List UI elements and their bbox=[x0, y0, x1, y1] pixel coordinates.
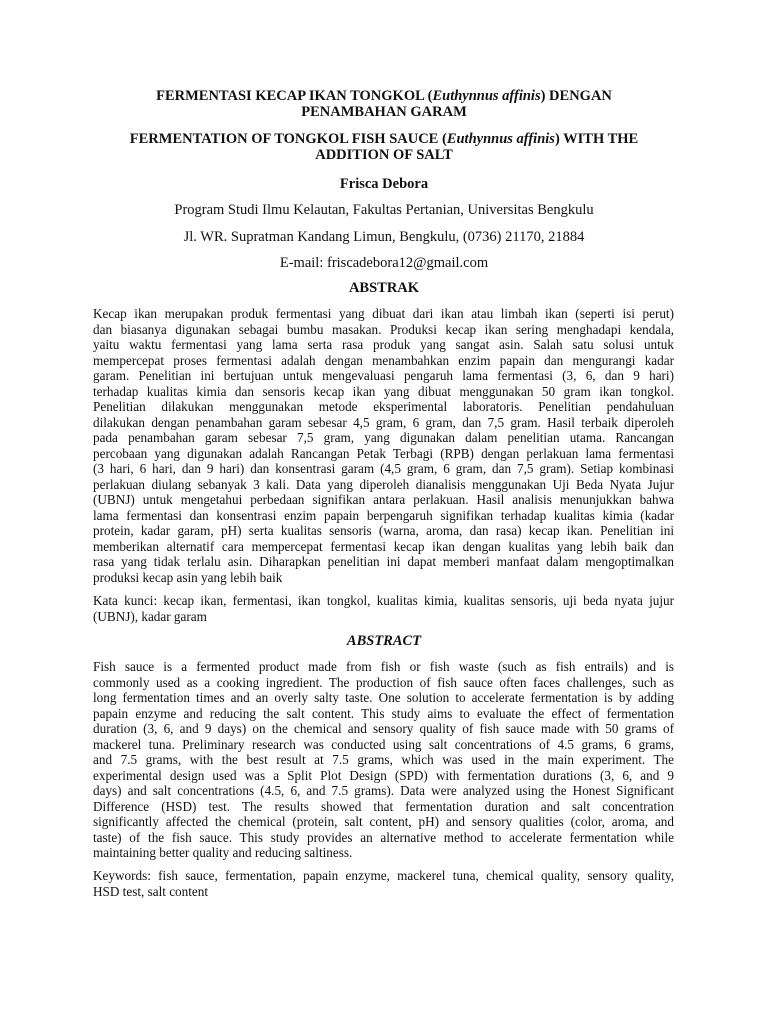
abstrak-line: rasa yang tidak terlalu asin. Diharapkan penelitian ini dapat memberi manfaat dalam mengoptimalkan bbox=[93, 554, 674, 569]
abstract-line: maintaining better quality and reducing saltiness. bbox=[93, 845, 353, 860]
abstrak-line: pada penambahan garam sebesar 7,5 gram, yang digunakan dalam penelitian utama. Rancangan bbox=[93, 430, 674, 445]
email: E-mail: friscadebora12@gmail.com bbox=[279, 255, 489, 271]
abstrak-line: (3 hari, 6 hari, dan 9 hari) dan konsentrasi garam (4,5 gram, 6 gram, dan 7,5 gram). Setiap kombinasi bbox=[93, 461, 674, 476]
abstract-line: commonly used as a cooking ingredient. The production of fish sauce often faces challenges, such as bbox=[93, 674, 674, 690]
title-indonesian bbox=[0, 88, 768, 120]
abstract-line: experimental design used was a Split Plot Design (SPD) with fermentation durations (3, 6, and 9 bbox=[93, 767, 674, 783]
title-indonesian-line-2: PENAMBAHAN GARAM bbox=[301, 104, 467, 120]
abstrak-line: protein, kadar garam, pH) serta kualitas sensoris (warna, aroma, dan rasa) kecap ikan. Penelitian ini bbox=[93, 523, 674, 538]
abstract-line: papain enzyme and reducing the salt content. This study aims to evaluate the effect of fermentation bbox=[93, 705, 674, 721]
abstrak-line: lama fermentasi dan konsentrasi enzim papain berpengaruh signifikan terhadap kualitas kimia (kadar bbox=[93, 507, 674, 523]
abstrak-body bbox=[93, 306, 674, 585]
abstract-heading: ABSTRACT bbox=[346, 633, 422, 649]
abstract-line: mackerel tuna. Preliminary research was conducted using salt concentrations of 4.5 grams, 6 grams, bbox=[93, 736, 674, 752]
abstrak-line: garam. Penelitian ini bertujuan untuk mengevaluasi pengaruh lama fermentasi (3, 6, dan 9 hari) bbox=[93, 368, 674, 383]
title-english-line-1: FERMENTATION OF TONGKOL FISH SAUCE (Euthynnus affinis) WITH THE bbox=[129, 131, 639, 147]
kata-kunci-line: (UBNJ), kadar garam bbox=[93, 608, 207, 624]
species-name: Euthynnus affinis bbox=[446, 131, 555, 147]
keywords-line: HSD test, salt content bbox=[93, 883, 209, 899]
abstrak-line: dan biasanya digunakan sebagai bumbu masakan. Produksi kecap ikan sering menghadapi kendala, bbox=[93, 321, 674, 337]
abstrak-line: Penelitian dilakukan menggunakan metode eksperimental laboratoris. Penelitian pendahuluan bbox=[93, 399, 674, 414]
title-english bbox=[0, 131, 768, 163]
abstract-body bbox=[93, 659, 674, 861]
abstract-line: duration (3, 6, and 9 days) on the chemical and sensory quality of fish sauce made with 50 grams of bbox=[93, 721, 674, 736]
keywords bbox=[93, 868, 674, 899]
title-english-line-2: ADDITION OF SALT bbox=[315, 147, 453, 163]
abstrak-line: terhadap kualitas kimia dan sensoris kecap ikan yang dibuat menggunakan 50 gram ikan tongkol. bbox=[93, 383, 674, 399]
kata-kunci bbox=[93, 593, 674, 624]
abstrak-line: yaitu waktu fermentasi yang lama serta rasa produk yang sangat asin. Salah satu solusi untuk bbox=[93, 337, 674, 352]
abstrak-line: produksi kecap asin yang lebih baik bbox=[93, 569, 283, 585]
abstract-line: days) and salt concentrations (4.5, 6, and 7.5 grams). Data were analyzed using the Honest Significant bbox=[93, 783, 674, 798]
affiliation: Program Studi Ilmu Kelautan, Fakultas Pertanian, Universitas Bengkulu bbox=[174, 202, 594, 218]
abstrak-line: dilakukan dengan penambahan garam sebesar 4,5 gram, 6 gram, dan 7,5 gram. Hasil terbaik diperoleh bbox=[93, 414, 674, 430]
abstract-line: significantly affected the chemical (protein, salt content, pH) and sensory qualities (color, aroma, and bbox=[93, 814, 674, 829]
author-name: Frisca Debora bbox=[339, 176, 429, 192]
species-name: Euthynnus affinis bbox=[432, 88, 541, 104]
abstrak-line: Kecap ikan merupakan produk fermentasi yang dibuat dari ikan atau limbah ikan (seperti isi perut) bbox=[93, 306, 674, 321]
address: Jl. WR. Supratman Kandang Limun, Bengkulu, (0736) 21170, 21884 bbox=[183, 229, 585, 245]
abstract-line: Difference (HSD) test. The results showed that fermentation duration and salt concentration bbox=[93, 798, 674, 814]
kata-kunci-line: Kata kunci: kecap ikan, fermentasi, ikan tongkol, kualitas kimia, kualitas sensoris, uji beda nyata jujur bbox=[93, 593, 674, 608]
abstrak-line: mempercepat proses fermentasi adalah dengan menambahkan enzim papain dan mengurangi kadar bbox=[93, 352, 674, 368]
abstrak-line: perlakuan diulang sebanyak 3 kali. Data yang diperoleh dianalisis menggunakan Uji Beda Nyata Jujur bbox=[93, 476, 674, 492]
abstract-line: long fermentation times and an overly salty taste. One solution to accelerate fermentation is by adding bbox=[93, 690, 674, 705]
abstract-line: and 7.5 grams, with the best result at 7.5 grams, which was used in the main experiment. The bbox=[93, 752, 674, 767]
abstract-line: taste) of the fish sauce. This study provides an alternative method to accelerate fermentation while bbox=[93, 829, 674, 845]
abstrak-line: (UBNJ) untuk mengetahui perbedaan signifikan antara perlakuan. Hasil analisis menunjukkan bahwa bbox=[93, 492, 674, 507]
abstract-line: Fish sauce is a fermented product made from fish or fish waste (such as fish entrails) and is bbox=[93, 659, 674, 674]
abstrak-line: percobaan yang digunakan adalah Rancangan Petak Terbagi (RPB) dengan perlakuan lama fermentasi bbox=[93, 445, 674, 461]
abstrak-line: memberikan alternatif cara mempercepat fermentasi kecap ikan dengan kualitas yang lebih baik dan bbox=[93, 538, 674, 554]
keywords-line: Keywords: fish sauce, fermentation, papain enzyme, mackerel tuna, chemical quality, sensory quality, bbox=[93, 868, 674, 883]
abstrak-heading: ABSTRAK bbox=[348, 280, 420, 296]
title-indonesian-line-1: FERMENTASI KECAP IKAN TONGKOL (Euthynnus affinis) DENGAN bbox=[156, 88, 612, 104]
